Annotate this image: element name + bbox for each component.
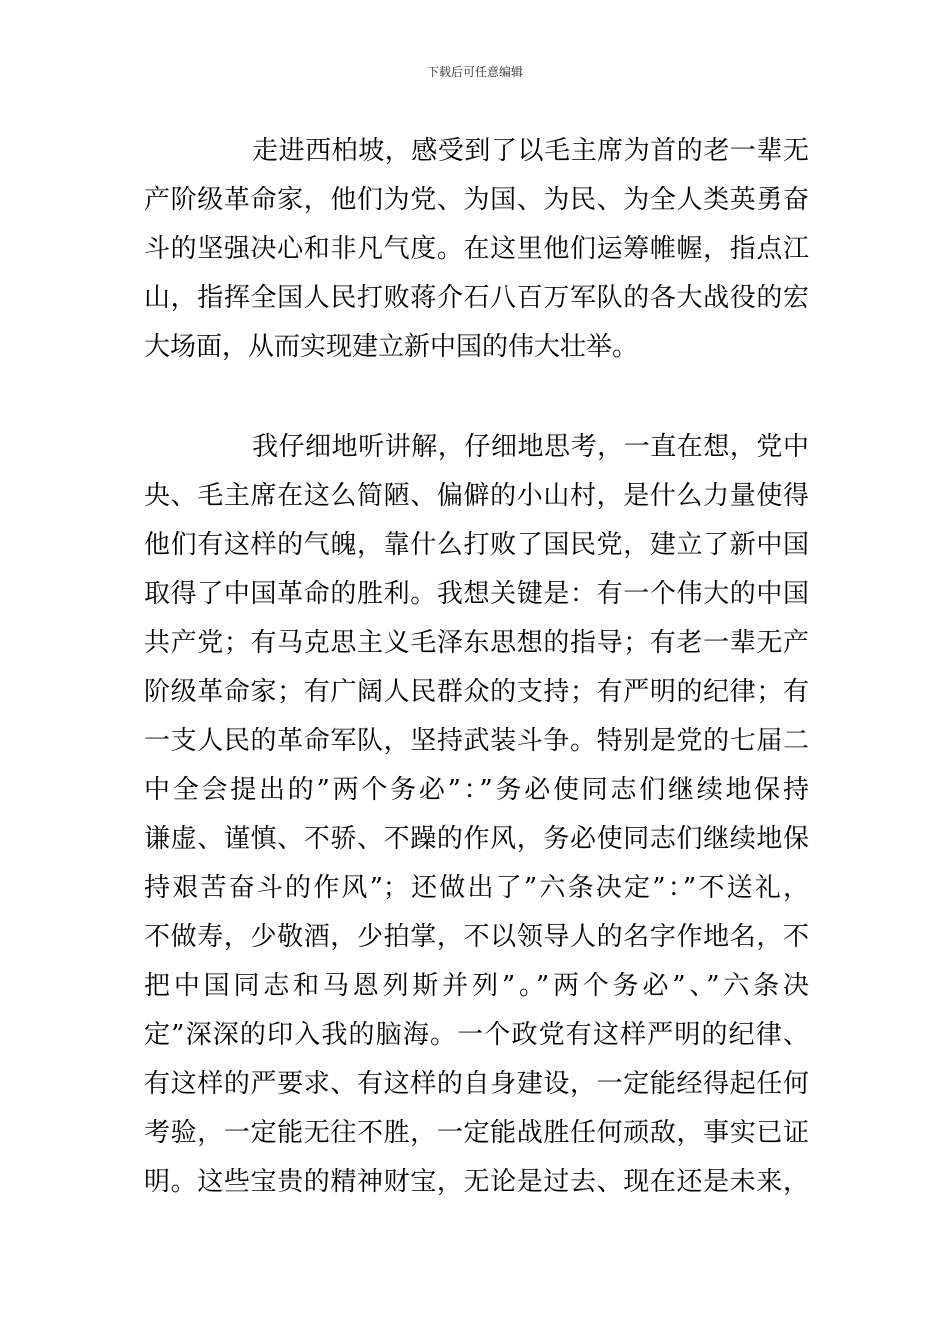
paragraph-line: 一支人民的革命军队，坚持武装斗争。特别是党的七届二 xyxy=(144,726,809,756)
paragraph-line: 持艰苦奋斗的作风”；还做出了”六条决定”：”不送礼， xyxy=(144,873,809,903)
paragraph-line: 走进西柏坡，感受到了以毛主席为首的老一辈无 xyxy=(252,136,809,166)
paragraph-line: 定”深深的印入我的脑海。一个政党有这样严明的纪律、 xyxy=(144,1020,809,1050)
paragraph-line: 明。这些宝贵的精神财宝，无论是过去、现在还是未来， xyxy=(144,1167,809,1197)
paragraph-line: 把中国同志和马恩列斯并列”。”两个务必”、”六条决 xyxy=(144,971,809,1001)
paragraph-line: 他们有这样的气魄，靠什么打败了国民党，建立了新中国 xyxy=(144,530,809,560)
paragraph-line: 不做寿，少敬酒，少拍掌，不以领导人的名字作地名，不 xyxy=(144,922,809,952)
page-header: 下载后可任意编辑 xyxy=(426,65,523,79)
paragraph-line: 中全会提出的”两个务必”：”务必使同志们继续地保持 xyxy=(144,775,809,805)
paragraph-line: 央、毛主席在这么简陋、偏僻的小山村，是什么力量使得 xyxy=(144,481,809,511)
paragraph-line: 有这样的严要求、有这样的自身建设，一定能经得起任何 xyxy=(144,1069,809,1099)
paragraph-line: 大场面，从而实现建立新中国的伟大壮举。 xyxy=(144,332,639,362)
paragraph-line: 共产党；有马克思主义毛泽东思想的指导；有老一辈无产 xyxy=(144,628,809,658)
paragraph-1 xyxy=(144,127,809,372)
paragraph-line: 阶级革命家；有广阔人民群众的支持；有严明的纪律；有 xyxy=(144,677,809,707)
paragraph-line: 我仔细地听讲解，仔细地思考，一直在想，党中 xyxy=(252,432,809,462)
paragraph-line: 山，指挥全国人民打败蒋介石八百万军队的各大战役的宏 xyxy=(144,283,809,313)
paragraph-line: 考验，一定能无往不胜，一定能战胜任何顽敌，事实已证 xyxy=(144,1118,809,1148)
paragraph-line: 取得了中国革命的胜利。我想关键是：有一个伟大的中国 xyxy=(144,579,809,609)
paragraph-line: 斗的坚强决心和非凡气度。在这里他们运筹帷幄，指点江 xyxy=(144,234,809,264)
paragraph-line: 谦虚、谨慎、不骄、不躁的作风，务必使同志们继续地保 xyxy=(144,824,809,854)
paragraph-line: 产阶级革命家，他们为党、为国、为民、为全人类英勇奋 xyxy=(144,185,809,215)
paragraph-2 xyxy=(144,423,809,1207)
